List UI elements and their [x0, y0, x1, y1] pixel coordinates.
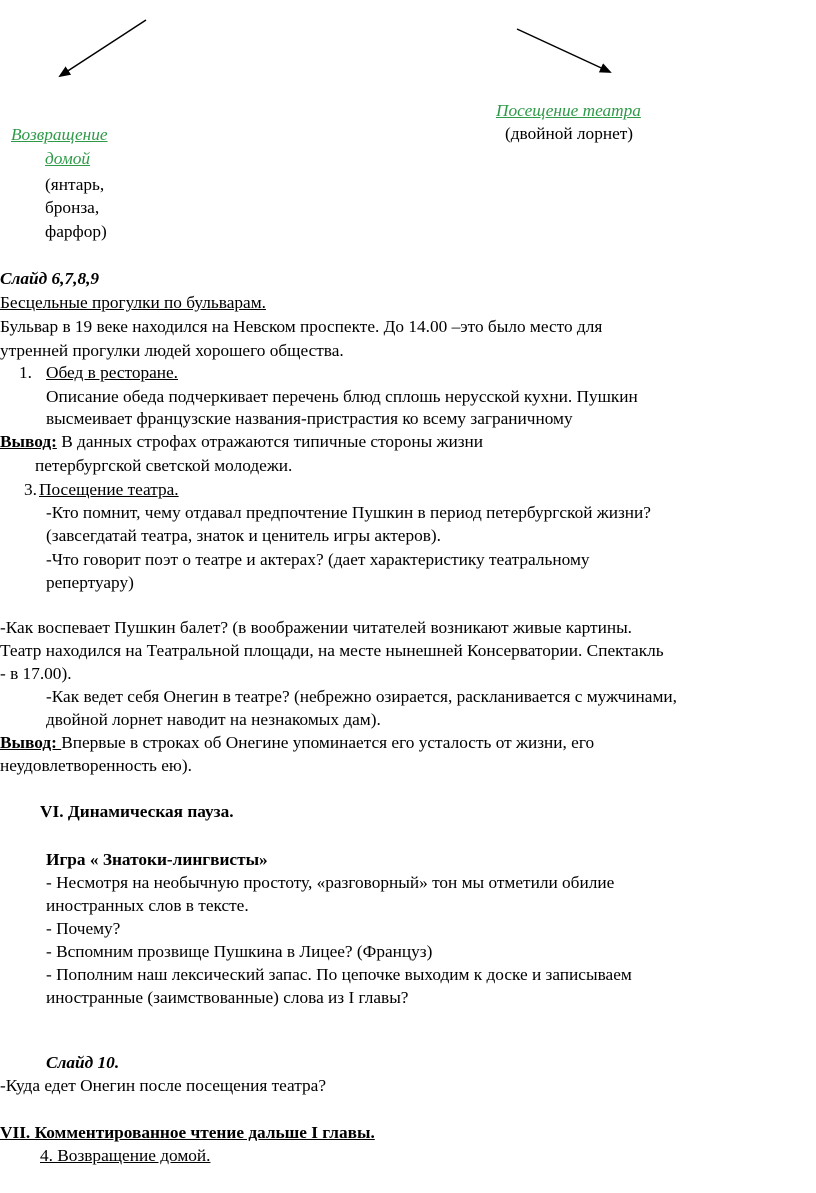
arrow-left [60, 20, 146, 76]
item3-line: -Кто помнит, чему отдавал предпочтение Пушкин в период петербургской жизни? [46, 503, 651, 522]
boulevard-heading: Бесцельные прогулки по бульварам. [0, 293, 266, 312]
ballet-line: -Как воспевает Пушкин балет? (в воображении читателей возникают живые картины. [0, 618, 633, 637]
game-line: - Пополним наш лексический запас. По цепочке выходим к доске и записываем [46, 965, 632, 984]
slide-label-10: Слайд 10. [46, 1053, 120, 1072]
diagram-arrows [0, 0, 816, 120]
item1-line: Описание обеда подчеркивает перечень блюд сплошь нерусской кухни. Пушкин [46, 387, 638, 406]
section-7-heading: VII. Комментированное чтение дальше I главы. [0, 1123, 375, 1142]
game-line: - Несмотря на необычную простоту, «разговорный» тон мы отметили обилие [46, 873, 615, 892]
diagram-left-item: фарфор) [45, 222, 107, 241]
item3-line: репертуару) [46, 573, 134, 592]
item3-line: -Что говорит поэт о театре и актерах? (дает характеристику театральному [46, 550, 590, 569]
game-title: Игра « Знатоки-лингвисты» [46, 850, 268, 869]
ballet-line: - в 17.00). [0, 664, 72, 683]
onegin-line: -Как ведет себя Онегин в театре? (небрежно озирается, раскланивается с мужчинами, [46, 687, 677, 706]
arrow-right [517, 29, 610, 72]
conclusion-2 [0, 732, 594, 754]
conclusion-2-label: Вывод: [0, 733, 62, 752]
diagram-left-title-2: домой [45, 149, 91, 168]
conclusion-1-label: Вывод: [0, 432, 57, 451]
conclusion-1-text-2: петербургской светской молодежи. [35, 456, 293, 475]
game-line: иностранные (заимствованные) слова из I главы? [46, 988, 409, 1007]
onegin-line: двойной лорнет наводит на незнакомых дам). [46, 710, 381, 729]
game-line: иностранных слов в тексте. [46, 896, 249, 915]
conclusion-2-text: Впервые в строках об Онегине упоминается его усталость от жизни, его [61, 733, 595, 752]
item4-title: 4. Возвращение домой. [40, 1146, 211, 1165]
item3-number: 3. [24, 480, 37, 499]
conclusion-1-text: В данных строфах отражаются типичные стороны жизни [56, 432, 484, 451]
conclusion-1 [0, 431, 483, 453]
item1-number: 1. [19, 363, 32, 382]
item3-title: Посещение театра. [39, 480, 179, 499]
section-6-heading: VI. Динамическая пауза. [40, 802, 234, 821]
boulevard-line: Бульвар в 19 веке находился на Невском проспекте. До 14.00 –это было место для [0, 317, 603, 336]
game-line: - Почему? [46, 919, 121, 938]
diagram-left-title: Возвращение [11, 125, 108, 144]
item1-line: высмеивает французские названия-пристрастия ко всему заграничному [46, 409, 573, 428]
diagram-right-title: Посещение театра [496, 101, 641, 120]
item1-title: Обед в ресторане. [46, 363, 179, 382]
item3-line: (завсегдатай театра, знаток и ценитель игры актеров). [46, 526, 441, 545]
diagram-left-item: бронза, [45, 198, 100, 217]
diagram-right-sub: (двойной лорнет) [505, 124, 634, 143]
question-line: -Куда едет Онегин после посещения театра? [0, 1076, 327, 1095]
game-line: - Вспомним прозвище Пушкина в Лицее? (Француз) [46, 942, 433, 961]
ballet-line: Театр находился на Театральной площади, на месте нынешней Консерватории. Спектакль [0, 641, 664, 660]
diagram-left-item: (янтарь, [45, 175, 105, 194]
conclusion-2-text-2: неудовлетворенность ею). [0, 756, 192, 775]
slide-label-6: Слайд 6,7,8,9 [0, 269, 100, 288]
boulevard-line: утренней прогулки людей хорошего общества. [0, 341, 344, 360]
